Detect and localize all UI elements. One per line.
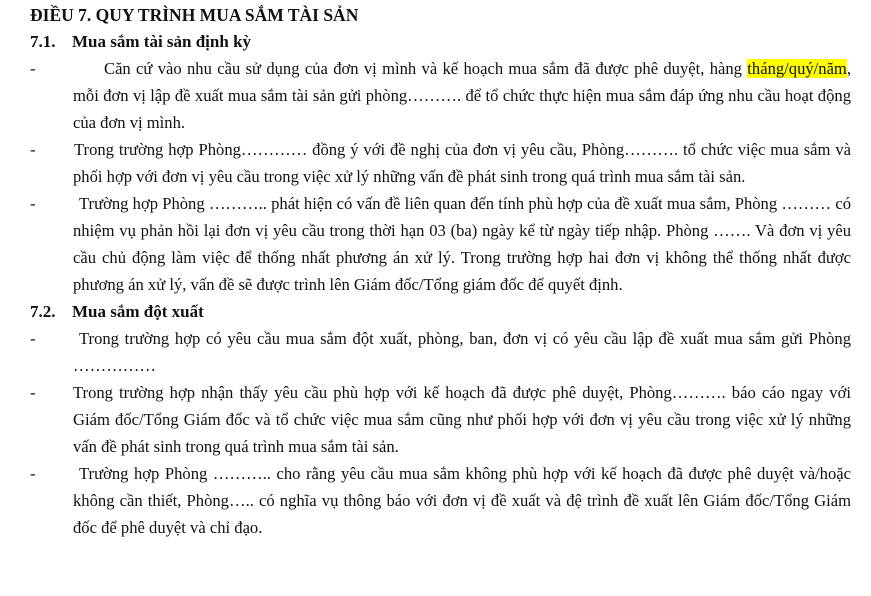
- item-text: Trong trường hợp nhận thấy yêu cầu phù hợp với kế hoạch đã được phê duyệt, Phòng………. báo cáo ngay với Giám đốc/Tổng Giám đốc và tổ chức việc mua sắm cũng như phối hợp với đơn vị yêu cầu trong việc xử lý những vấn đề phát sinh trong quá trình mua sắm tài sản.: [73, 383, 851, 456]
- section-number: 7.2.: [30, 302, 56, 321]
- section-title: Mua sắm tài sản định kỳ: [72, 32, 252, 51]
- bullet-dash: -: [30, 329, 36, 348]
- list-item: [30, 190, 851, 298]
- bullet-dash: -: [30, 59, 36, 78]
- bullet-dash: -: [30, 194, 36, 213]
- bullet-dash: -: [30, 140, 36, 159]
- list-item: [30, 55, 851, 136]
- item-text: Trường hợp Phòng ……….. phát hiện có vấn đề liên quan đến tính phù hợp của đề xuất mua sắm, Phòng ……… có nhiệm vụ phản hồi lại đơn vị yêu cầu trong thời hạn 03 (ba) ngày kể từ ngày tiếp nhập. Phòng ……. Và đơn vị yêu cầu chủ động làm việc để thống nhất phương án xử lý. Trong trường hợp hai đơn vị không thể thống nhất được phương án xử lý, vấn đề sẽ được trình lên Giám đốc/Tổng giám đốc để quyết định.: [73, 194, 851, 294]
- item-text: Trong trường hợp có yêu cầu mua sắm đột xuất, phòng, ban, đơn vị có yêu cầu lập đề xuất mua sắm gửi Phòng ……………: [73, 329, 851, 375]
- list-item: [30, 460, 851, 541]
- section-heading-7-1: [30, 28, 871, 55]
- list-item: [30, 136, 851, 190]
- list-item: [30, 379, 851, 460]
- item-text: , mỗi đơn vị lập đề xuất mua sắm tài sản gửi phòng………. để tổ chức thực hiện mua sắm đáp ứng nhu cầu hoạt động của đơn vị mình.: [73, 59, 851, 132]
- section-heading-7-2: [30, 298, 871, 325]
- article-title: ĐIỀU 7. QUY TRÌNH MUA SẮM TÀI SẢN: [30, 5, 359, 25]
- section-number: 7.1.: [30, 32, 56, 51]
- bullet-dash: -: [30, 383, 36, 402]
- bullet-dash: -: [30, 464, 36, 483]
- item-text: Trường hợp Phòng ……….. cho rằng yêu cầu mua sắm không phù hợp với kế hoạch đã được phê duyệt và/hoặc không cần thiết, Phòng….. có nghĩa vụ thông báo với đơn vị đề xuất và đệ trình đề xuất lên Giám đốc/Tổng Giám đốc để phê duyệt và chỉ đạo.: [73, 464, 851, 537]
- list-item: [30, 325, 851, 379]
- section-title: Mua sắm đột xuất: [72, 302, 204, 321]
- highlighted-text: tháng/quý/năm: [747, 59, 847, 78]
- item-text: Căn cứ vào nhu cầu sử dụng của đơn vị mình và kế hoạch mua sắm đã được phê duyệt, hàng: [104, 59, 748, 78]
- item-text: Trong trường hợp Phòng………… đồng ý với đề nghị của đơn vị yêu cầu, Phòng………. tổ chức việc mua sắm và phối hợp với đơn vị yêu cầu trong việc xử lý những vấn đề phát sinh trong quá trình mua sắm tài sản.: [73, 140, 851, 186]
